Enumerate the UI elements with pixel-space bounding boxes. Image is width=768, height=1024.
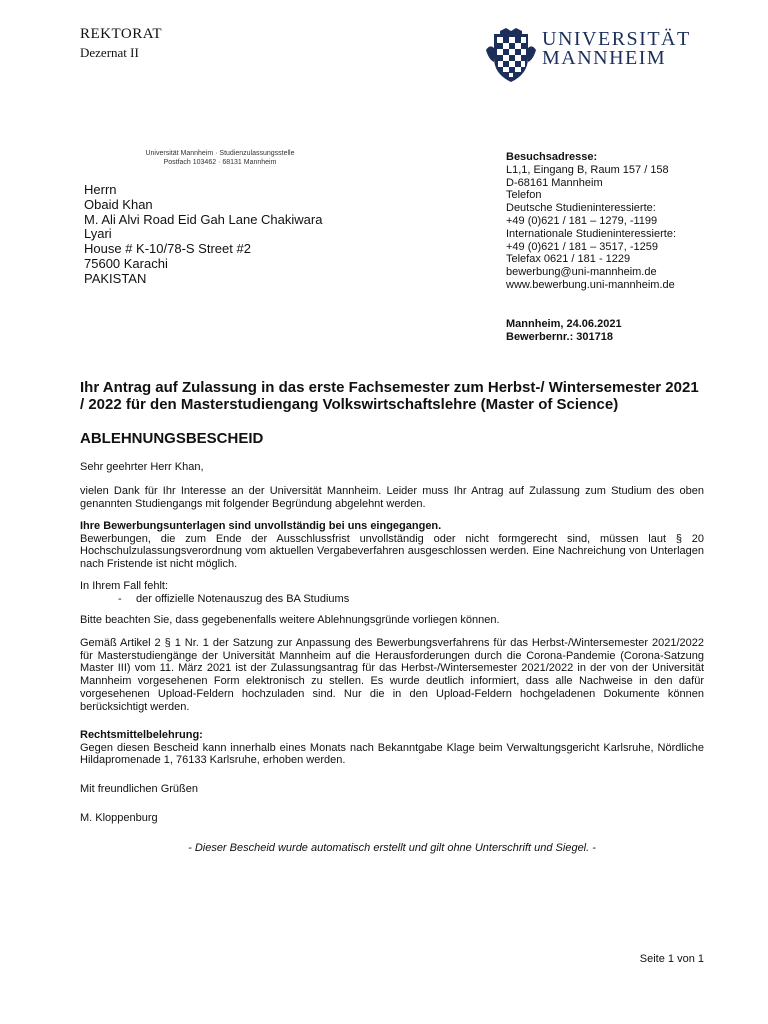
crest-icon bbox=[484, 28, 538, 84]
recipient-line: Lyari bbox=[84, 226, 112, 242]
missing-section bbox=[80, 580, 704, 605]
sender-line-2: Postfach 103462 · 68131 Mannheim bbox=[163, 158, 277, 166]
incomplete-section bbox=[80, 520, 704, 571]
department-subunit: Dezernat II bbox=[80, 45, 139, 60]
recipient-line: Obaid Khan bbox=[84, 196, 153, 212]
automatic-note: - Dieser Bescheid wurde automatisch erstellt und gilt ohne Unterschrift und Siegel. - bbox=[188, 842, 596, 854]
legal-paragraph: Gemäß Artikel 2 § 1 Nr. 1 der Satzung zur Anpassung des Bewerbungsverfahrens für das Herbst-/Wintersemester 2021/2022 für Masterstudiengänge der Universität Mannheim auf die Herausforderungen durch die Corona-Pandemie (Corona-Satzung Master III) vom 11. März 2021 ist der Zulassungsantrag für das Herbst-/Wintersemester 2021/2022 in der von der Universität Mannheim vorgesehenen Form elektronisch zu stellen. Es wurde deutlich informiert, dass alle Nachweise in den dafür vorgesehenen Upload-Feldern hochzuladen sind. Nur die in den Upload-Feldern hochgeladenen Dokumente können berücksichtigt werden. bbox=[80, 637, 704, 713]
visiting-address-line: D-68161 Mannheim bbox=[506, 176, 603, 189]
salutation: Sehr geehrter Herr Khan, bbox=[80, 461, 204, 473]
sender-address-line bbox=[130, 150, 310, 167]
remedy-title: Rechtsmittelbelehrung: bbox=[80, 729, 203, 741]
signer-name: M. Kloppenburg bbox=[80, 812, 158, 824]
letter-heading: ABLEHNUNGSBESCHEID bbox=[80, 430, 264, 447]
visiting-address-line: +49 (0)621 / 181 – 3517, -1259 bbox=[506, 240, 658, 253]
sender-line-1: Universität Mannheim · Studienzulassungsstelle bbox=[145, 150, 295, 157]
logo-wordmark-line1: UNIVERSITÄT bbox=[542, 28, 691, 50]
department-name: REKTORAT bbox=[80, 26, 163, 42]
visiting-address-line: L1,1, Eingang B, Raum 157 / 158 bbox=[506, 163, 669, 176]
visiting-address-line: Deutsche Studieninteressierte: bbox=[506, 202, 656, 215]
list-item: - der offizielle Notenauszug des BA Studiums bbox=[80, 593, 704, 606]
recipient-address bbox=[84, 183, 322, 287]
letter-date: Mannheim, 24.06.2021 bbox=[506, 318, 622, 330]
visiting-address-line: Internationale Studieninteressierte: bbox=[506, 227, 676, 240]
recipient-line: M. Ali Alvi Road Eid Gah Lane Chakiwara bbox=[84, 211, 323, 227]
recipient-line: 75600 Karachi bbox=[84, 255, 168, 271]
applicant-number: Bewerbernr.: 301718 bbox=[506, 330, 614, 343]
missing-intro: In Ihrem Fall fehlt: bbox=[80, 580, 169, 592]
note-paragraph: Bitte beachten Sie, dass gegebenenfalls weitere Ablehnungsgründe vorliegen können. bbox=[80, 614, 500, 626]
recipient-line: Herrn bbox=[84, 182, 117, 197]
incomplete-text: Bewerbungen, die zum Ende der Ausschlussfrist unvollständig oder nicht formgerecht sind, müssen laut § 20 Hochschulzulassungsverordnung vom aktuellen Vergabeverfahren ausgeschlossen werden. Eine Nachreichung von Unterlagen nach Fristende ist nicht möglich. bbox=[80, 532, 704, 571]
visiting-address bbox=[506, 151, 676, 292]
email-link[interactable]: bewerbung@uni-mannheim.de bbox=[506, 266, 657, 279]
recipient-line: House # K-10/78-S Street #2 bbox=[84, 241, 251, 257]
visiting-address-line: Telefax 0621 / 181 - 1229 bbox=[506, 253, 631, 266]
letter-subject: Ihr Antrag auf Zulassung in das erste Fachsemester zum Herbst-/ Wintersemester 2021 / 2022 für den Masterstudiengang Volkswirtschaftslehre (Master of Science) bbox=[80, 379, 699, 413]
recipient-line: PAKISTAN bbox=[84, 270, 147, 286]
incomplete-title: Ihre Bewerbungsunterlagen sind unvollständig bei uns eingegangen. bbox=[80, 520, 442, 532]
logo-wordmark-line2: MANNHEIM bbox=[542, 47, 667, 69]
closing: Mit freundlichen Grüßen bbox=[80, 783, 198, 795]
missing-list bbox=[80, 593, 704, 606]
remedy-text: Gegen diesen Bescheid kann innerhalb eines Monats nach Bekanntgabe Klage beim Verwaltungsgericht Karlsruhe, Nördliche Hildapromenade 1, 76133 Karlsruhe, erhoben werden. bbox=[80, 741, 704, 767]
visiting-address-line: Telefon bbox=[506, 189, 542, 202]
date-block bbox=[506, 318, 622, 344]
visiting-address-line: +49 (0)621 / 181 – 1279, -1199 bbox=[506, 214, 658, 227]
website-link[interactable]: www.bewerbung.uni-mannheim.de bbox=[506, 278, 675, 291]
university-logo bbox=[484, 28, 708, 84]
remedy-section bbox=[80, 729, 704, 767]
visiting-address-title: Besuchsadresse: bbox=[506, 151, 598, 163]
intro-paragraph: vielen Dank für Ihr Interesse an der Universität Mannheim. Leider muss Ihr Antrag auf Zulassung zum Studium des oben genannten Studiengangs mit folgender Begründung abgelehnt werden. bbox=[80, 485, 704, 510]
page-number: Seite 1 von 1 bbox=[639, 953, 704, 965]
